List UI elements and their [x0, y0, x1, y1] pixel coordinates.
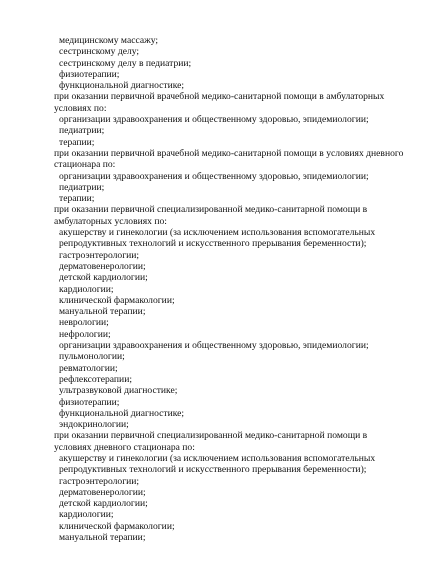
list-item: мануальной терапии; [59, 532, 146, 544]
list-item: функциональной диагностике; [59, 80, 185, 92]
list-item: клинической фармакологии; [59, 294, 175, 306]
list-item: нефрологии; [59, 328, 111, 340]
list-item: физиотерапии; [59, 396, 120, 408]
list-item: неврологии; [59, 317, 109, 329]
list-item: детской кардиологии; [59, 498, 148, 510]
section-heading: при оказании первичной специализированной медико-санитарной помощи в амбулаторных условиях по: [54, 204, 368, 227]
list-item: терапии; [59, 193, 95, 205]
list-item: кардиологии; [59, 283, 114, 295]
section-heading: при оказании первичной врачебной медико-санитарной помощи в условиях дневного стационара по: [54, 147, 404, 171]
list-item: гастроэнтерологии; [59, 249, 140, 261]
list-item: физиотерапии; [59, 68, 120, 80]
list-item: рефлексотерапии; [59, 373, 132, 385]
list-item: сестринскому делу; [59, 46, 140, 58]
list-item: ультразвуковой диагностике; [59, 385, 178, 397]
list-item: педиатрии; [59, 125, 105, 137]
list-item: терапии; [59, 136, 95, 148]
section-heading: при оказании первичной специализированной медико-санитарной помощи в условиях дневного стационара по: [54, 430, 368, 453]
list-item: дерматовенерологии; [59, 486, 146, 498]
section-heading: при оказании первичной врачебной медико-санитарной помощи в амбулаторных условиях по: [54, 91, 385, 114]
list-item: акушерству и гинекологии (за исключением использования вспомогательных репродуктивных технологий и искусственного прерывания беременности); [59, 452, 376, 476]
document-text [46, 35, 406, 543]
list-item: организации здравоохранения и общественному здоровью, эпидемиологии; [59, 340, 369, 352]
list-item: сестринскому делу в педиатрии; [59, 57, 192, 69]
list-item: кардиологии; [59, 509, 114, 521]
list-item: медицинскому массажу; [59, 35, 159, 46]
list-item: организации здравоохранения и общественному здоровью, эпидемиологии; [59, 114, 369, 126]
list-item: эндокринологии; [59, 419, 129, 431]
list-item: детской кардиологии; [59, 272, 148, 284]
list-item: клинической фармакологии; [59, 520, 175, 532]
list-item: гастроэнтерологии; [59, 475, 140, 487]
list-item: пульмонологии; [59, 351, 125, 363]
list-item: дерматовенерологии; [59, 260, 146, 272]
list-item: педиатрии; [59, 181, 105, 193]
list-item: организации здравоохранения и общественному здоровью, эпидемиологии; [59, 170, 369, 182]
list-item: мануальной терапии; [59, 306, 146, 318]
list-item: ревматологии; [59, 362, 118, 374]
list-item: акушерству и гинекологии (за исключением использования вспомогательных репродуктивных технологий и искусственного прерывания беременности); [59, 227, 376, 250]
list-item: функциональной диагностике; [59, 407, 185, 419]
